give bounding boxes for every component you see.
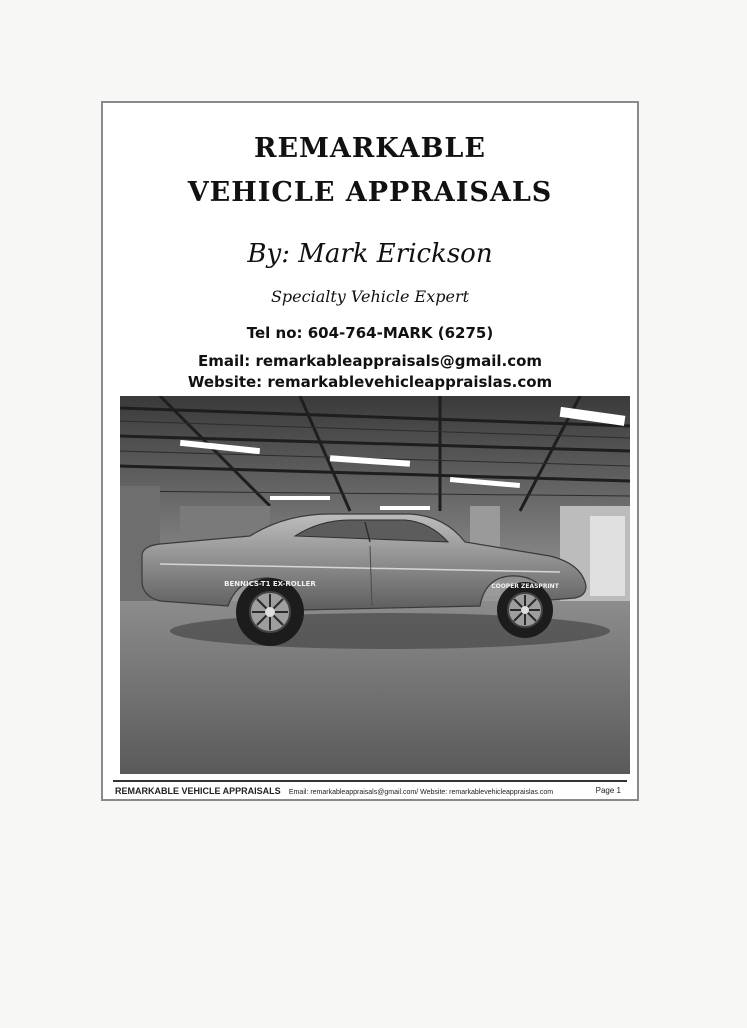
title-line-2: VEHICLE APPRAISALS xyxy=(187,177,553,208)
document-page xyxy=(101,101,639,801)
email-line: Email: remarkableappraisals@gmail.com xyxy=(197,352,543,370)
author-byline: By: Mark Erickson xyxy=(247,239,493,269)
title-line-1: REMARKABLE xyxy=(254,133,486,164)
telephone-line: Tel no: 604-764-MARK (6275) xyxy=(246,324,494,342)
footer-contact: Email: remarkableappraisals@gmail.com/ Website: remarkablevehicleappraislas.com xyxy=(288,789,554,796)
footer-rule xyxy=(113,780,627,782)
subtitle: Specialty Vehicle Expert xyxy=(270,287,470,306)
page-number: Page 1 xyxy=(595,786,621,795)
tire-left-text: BENNICS-T1 EX-ROLLER xyxy=(224,580,316,588)
page-footer xyxy=(115,786,625,796)
footer-brand: REMARKABLE VEHICLE APPRAISALS xyxy=(115,786,281,796)
website-line: Website: remarkablevehicleappraislas.com xyxy=(187,373,553,391)
tire-right-text: COOPER ZEASPRINT xyxy=(491,583,559,590)
car-photo xyxy=(120,396,630,774)
